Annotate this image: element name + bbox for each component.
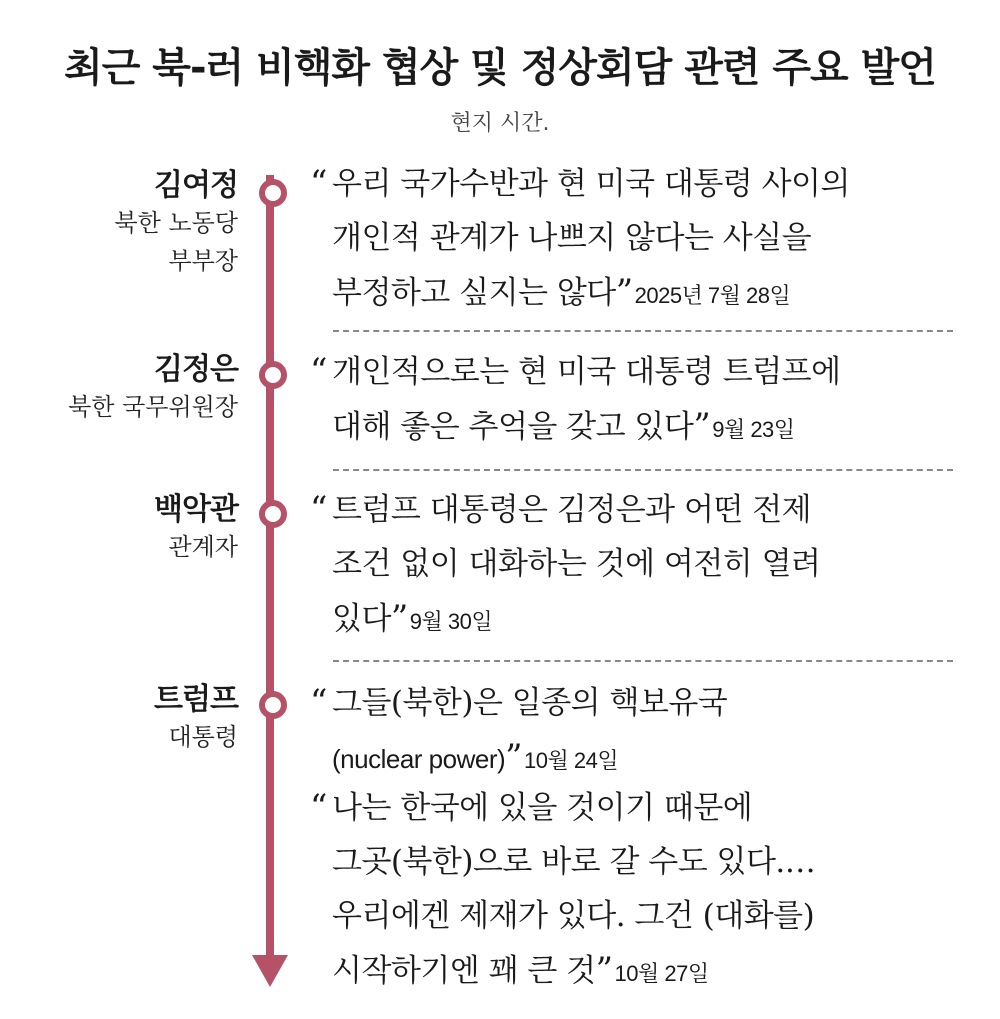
quote-date: 2025년 7월 28일 xyxy=(634,283,791,308)
quote-line: “ 그들(북한)은 일종의 핵보유국 xyxy=(310,675,990,730)
quote-block xyxy=(310,675,990,788)
quote-date: 9월 30일 xyxy=(409,609,493,634)
quote-line: 시작하기엔 꽤 큰 것”10월 27일 xyxy=(332,950,709,990)
quote-line: 개인적 관계가 나쁘지 않다는 사실을 xyxy=(332,220,812,256)
quote-line: 부정하고 싶지는 않다”2025년 7월 28일 xyxy=(332,272,791,312)
speaker-name: 트럼프 xyxy=(154,682,238,717)
open-quote-mark: “ xyxy=(310,489,327,529)
close-quote-mark: ” xyxy=(693,406,711,446)
timeline-dot xyxy=(259,361,287,389)
speaker-block xyxy=(154,492,238,566)
quote-line: “ 개인적으로는 현 미국 대통령 트럼프에 xyxy=(310,344,990,399)
quote-line: (nuclear power)”10월 24일 xyxy=(332,737,619,777)
close-quote-mark: ” xyxy=(615,272,633,312)
speaker-role: 북한 노동당 xyxy=(114,209,238,237)
quote-line: “ 트럼프 대통령은 김정은과 어떤 전제 xyxy=(310,482,990,537)
open-quote-mark: “ xyxy=(310,351,327,391)
speaker-block xyxy=(154,682,238,756)
speaker-name: 백악관 xyxy=(154,492,238,527)
quote-line: “ 우리 국가수반과 현 미국 대통령 사이의 xyxy=(310,156,990,211)
timeline-arrow-icon xyxy=(252,955,288,987)
quote-line: 대해 좋은 추억을 갖고 있다”9월 23일 xyxy=(332,406,795,446)
speaker-block xyxy=(68,352,238,426)
quote-block xyxy=(310,482,990,649)
speaker-role: 대통령 xyxy=(168,723,238,751)
timeline-dot xyxy=(259,691,287,719)
speaker-role: 부부장 xyxy=(168,247,238,275)
speaker-name: 김정은 xyxy=(154,352,238,387)
quote-date: 9월 23일 xyxy=(712,417,795,442)
open-quote-mark: “ xyxy=(310,163,327,203)
close-quote-mark: ” xyxy=(390,598,408,638)
quote-block xyxy=(310,780,990,1001)
timeline-dot xyxy=(259,500,287,528)
timeline-line xyxy=(266,175,274,960)
speaker-block xyxy=(114,168,238,280)
open-quote-mark: “ xyxy=(310,787,327,827)
subtitle-note: 현지 시간. xyxy=(450,111,550,136)
dashed-divider xyxy=(333,330,953,332)
quote-date: 10월 27일 xyxy=(614,961,709,986)
quote-block xyxy=(310,344,990,457)
quote-date: 10월 24일 xyxy=(524,748,619,773)
quote-line: 그곳(북한)으로 바로 갈 수도 있다.… xyxy=(332,844,816,880)
quote-line: 우리에겐 제재가 있다. 그건 (대화를) xyxy=(332,898,815,934)
dashed-divider xyxy=(333,660,953,662)
quote-line: 조건 없이 대화하는 것에 여전히 열려 xyxy=(332,546,821,582)
open-quote-mark: “ xyxy=(310,682,327,722)
speaker-role: 관계자 xyxy=(168,533,238,561)
quote-block xyxy=(310,156,990,323)
dashed-divider xyxy=(333,469,953,471)
quote-line: 있다”9월 30일 xyxy=(332,598,493,638)
quote-line: “ 나는 한국에 있을 것이기 때문에 xyxy=(310,780,990,835)
infographic-title: 최근 북-러 비핵화 협상 및 정상회담 관련 주요 발언 xyxy=(64,45,936,91)
timeline-dot xyxy=(259,179,287,207)
speaker-role: 북한 국무위원장 xyxy=(68,393,238,421)
close-quote-mark: ” xyxy=(505,737,523,777)
speaker-name: 김여정 xyxy=(154,168,238,203)
close-quote-mark: ” xyxy=(595,950,613,990)
